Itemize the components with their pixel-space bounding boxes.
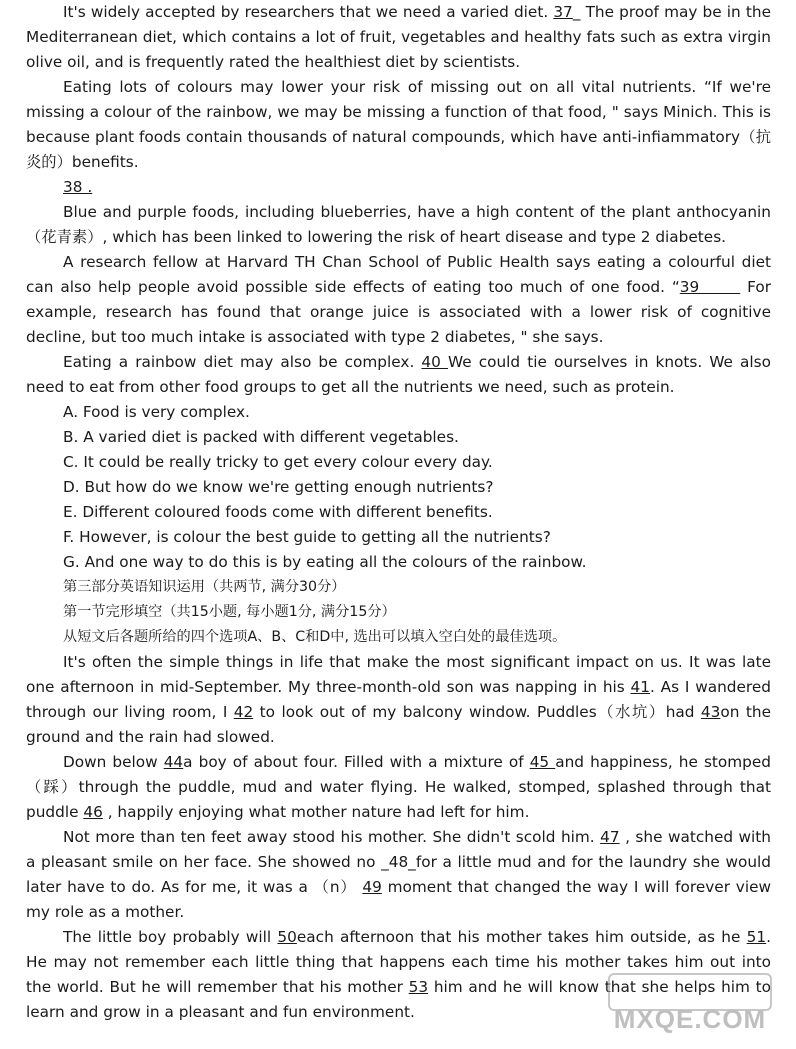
text: , she watched with a pleasant smile on her face. She showed no _48_for a little mud and for the laundry she would later have to do. As for me, it was a （n） bbox=[26, 828, 771, 896]
site-watermark bbox=[602, 973, 778, 1035]
text: on the ground and the rain had slowed. bbox=[26, 703, 771, 746]
option-g: G. And one way to do this is by eating all the colours of the rainbow. bbox=[63, 553, 587, 571]
option-a: A. Food is very complex. bbox=[63, 403, 250, 421]
text: moment that changed the way I will forever view my role as a mother. bbox=[26, 878, 771, 921]
text: Down below bbox=[63, 753, 164, 771]
text: Not more than ten feet away stood his mother. She didn't scold him. bbox=[63, 828, 601, 846]
text: each afternoon that his mother takes him outside, as he bbox=[296, 928, 747, 946]
paragraph-2: Eating lots of colours may lower your risk of missing out on all vital nutrients. “If we're missing a colour of the rainbow, we may be missing a function of that food, " says Minich. This is because plant foods contain thousands of natural compounds, which have anti-infiammatory（抗炎的）benefits. bbox=[26, 78, 771, 171]
option-d: D. But how do we know we're getting enough nutrients? bbox=[63, 478, 494, 496]
paragraph-1 bbox=[26, 0, 771, 75]
paragraph-6 bbox=[26, 350, 771, 400]
text: . He may not remember each little thing that happens each time his mother takes him out into the world. But he will remember that his mother bbox=[26, 928, 772, 996]
blank-43: 43 bbox=[700, 703, 721, 721]
blank-47: 47 bbox=[600, 828, 620, 846]
blank-38: 38 . bbox=[63, 178, 93, 196]
cloze-paragraph-1 bbox=[26, 650, 771, 750]
cloze-paragraph-3 bbox=[26, 825, 771, 925]
blank-53: 53 bbox=[408, 978, 429, 996]
text: It's widely accepted by researchers that we need a varied diet. bbox=[63, 3, 554, 21]
option-e: E. Different coloured foods come with different benefits. bbox=[63, 503, 493, 521]
blank-41: 41 bbox=[630, 678, 651, 696]
text: For example, research has found that orange juice is associated with a lower risk of cognitive decline, but too much intake is associated with type 2 diabetes, " she says. bbox=[26, 278, 772, 346]
paragraph-3 bbox=[26, 175, 771, 200]
document-page bbox=[26, 0, 771, 1025]
option-b: B. A varied diet is packed with different vegetables. bbox=[63, 428, 459, 446]
text: , happily enjoying what mother nature had left for him. bbox=[102, 803, 530, 821]
text: to look out of my balcony window. Puddles（水坑）had bbox=[253, 703, 701, 721]
paragraph-5 bbox=[26, 250, 771, 350]
text: We could tie ourselves in knots. We also need to eat from other food groups to get all the nutrients we need, such as protein. bbox=[26, 353, 772, 396]
paragraph-4: Blue and purple foods, including blueberries, have a high content of the plant anthocyanin（花青素）, which has been linked to lowering the risk of heart disease and type 2 diabetes. bbox=[26, 203, 771, 246]
text: him and he will know that she helps him to learn and grow in a pleasant and fun environment. bbox=[26, 978, 771, 1021]
section-instruction: 从短文后各题所给的四个选项A、B、C和D中, 选出可以填入空白处的最佳选项。 bbox=[63, 629, 567, 645]
blank-39: 39 bbox=[679, 278, 741, 296]
watermark-text: MXQE.COM bbox=[613, 1004, 767, 1034]
text: It's often the simple things in life that make the most significant impact on us. It was late one afternoon in mid-September. My three-month-old son was napping in his bbox=[26, 653, 771, 696]
section-1-heading: 第一节完形填空（共15小题, 每小题1分, 满分15分） bbox=[63, 604, 396, 620]
text: . As I wandered through our living room, I bbox=[26, 678, 772, 721]
option-f: F. However, is colour the best guide to getting all the nutrients? bbox=[63, 528, 551, 546]
blank-45: 45 bbox=[529, 753, 556, 771]
text: Eating a rainbow diet may also be complex. bbox=[63, 353, 422, 371]
blank-49: 49 bbox=[362, 878, 382, 896]
text: _ The proof may be in the Mediterranean diet, which contains a lot of fruit, vegetables and healthy fats such as extra virgin olive oil, and is frequently rated the healthiest diet by scientists. bbox=[26, 3, 771, 71]
blank-46: 46 bbox=[83, 803, 103, 821]
blank-51: 51 bbox=[746, 928, 767, 946]
cloze-paragraph-2 bbox=[26, 750, 771, 825]
text: The little boy probably will bbox=[63, 928, 278, 946]
text: and happiness, he stomped （踩）through the puddle, mud and water flying. He walked, stomped, splashed through that puddle bbox=[26, 753, 771, 821]
blank-44: 44 bbox=[163, 753, 184, 771]
option-c: C. It could be really tricky to get every colour every day. bbox=[63, 453, 493, 471]
blank-40: 40 bbox=[421, 353, 448, 371]
section-part3-heading: 第三部分英语知识运用（共两节, 满分30分） bbox=[63, 579, 346, 595]
blank-42: 42 bbox=[233, 703, 254, 721]
text: A research fellow at Harvard TH Chan School of Public Health says eating a colourful diet can also help people avoid possible side effects of eating too much of one food. “ bbox=[26, 253, 771, 296]
text: a boy of about four. Filled with a mixture of bbox=[183, 753, 530, 771]
blank-37: 37 bbox=[553, 3, 573, 21]
blank-50: 50 bbox=[277, 928, 297, 946]
